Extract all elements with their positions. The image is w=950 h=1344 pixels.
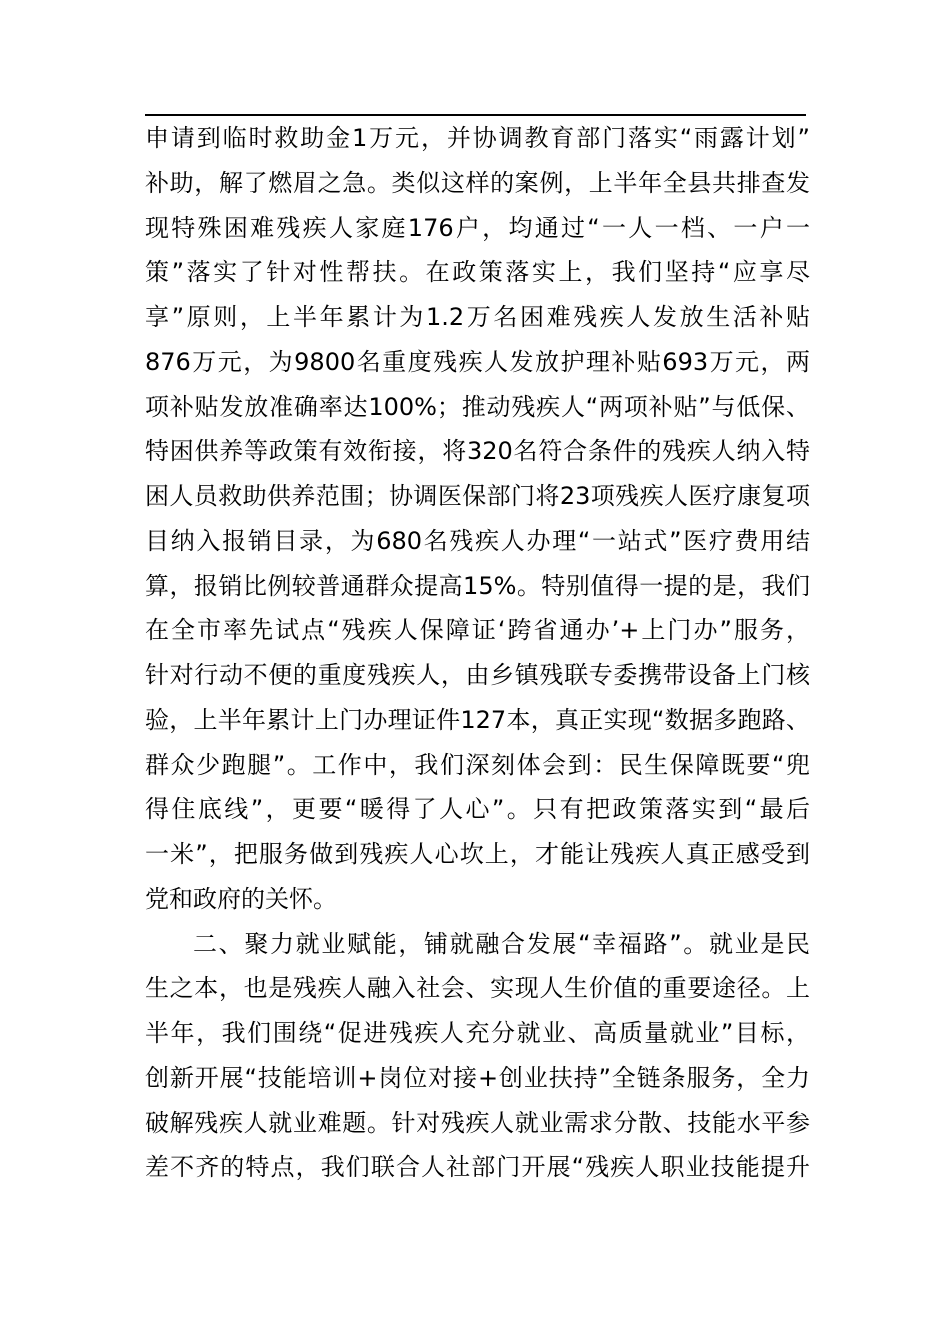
text-line: 破解残疾人就业难题。针对残疾人就业需求分散、技能水平参 — [145, 1108, 810, 1137]
text-line: 半年，我们围绕“促进残疾人充分就业、高质量就业”目标， — [145, 1019, 810, 1047]
text-line: 党和政府的关怀。 — [145, 884, 337, 913]
text-line: 目纳入报销目录，为680名残疾人办理“一站式”医疗费用结 — [145, 526, 810, 555]
text-line: 生之本，也是残疾人融入社会、实现人生价值的重要途径。上 — [145, 974, 810, 1003]
text-line: 群众少跑腿”。工作中，我们深刻体会到：民生保障既要“兜 — [145, 750, 810, 779]
text-line: 项补贴发放准确率达100%；推动残疾人“两项补贴”与低保、 — [145, 392, 810, 421]
text-line: 算，报销比例较普通群众提高15%。特别值得一提的是，我们 — [145, 571, 810, 600]
text-line: 策”落实了针对性帮扶。在政策落实上，我们坚持“应享尽 — [145, 258, 810, 287]
text-line: 差不齐的特点，我们联合人社部门开展“残疾人职业技能提升 — [145, 1153, 810, 1182]
text-line: 享”原则，上半年累计为1.2万名困难残疾人发放生活补贴 — [145, 303, 810, 331]
text-line: 在全市率先试点“残疾人保障证‘跨省通办’+上门办”服务， — [145, 616, 810, 645]
text-line: 特困供养等政策有效衔接，将320名符合条件的残疾人纳入特 — [145, 437, 810, 466]
body-text — [145, 116, 810, 1190]
text-line: 困人员救助供养范围；协调医保部门将23项残疾人医疗康复项 — [145, 482, 810, 510]
text-line: 验，上半年累计上门办理证件127本，真正实现“数据多跑路、 — [145, 705, 810, 734]
text-line: 一米”，把服务做到残疾人心坎上，才能让残疾人真正感受到 — [145, 840, 810, 868]
text-line: 补助，解了燃眉之急。类似这样的案例，上半年全县共排查发 — [145, 168, 810, 197]
text-line: 创新开展“技能培训+岗位对接+创业扶持”全链条服务，全力 — [145, 1063, 810, 1092]
text-line: 现特殊困难残疾人家庭176户，均通过“一人一档、一户一 — [145, 213, 810, 242]
text-line: 876万元，为9800名重度残疾人发放护理补贴693万元，两 — [145, 347, 810, 376]
section-heading-line: 二、聚力就业赋能，铺就融合发展“幸福路”。就业是民 — [193, 929, 810, 958]
text-line: 针对行动不便的重度残疾人，由乡镇残联专委携带设备上门核 — [145, 661, 810, 689]
text-line: 得住底线”，更要“暖得了人心”。只有把政策落实到“最后 — [145, 795, 810, 824]
text-line: 申请到临时救助金1万元，并协调教育部门落实“雨露计划” — [145, 124, 810, 152]
